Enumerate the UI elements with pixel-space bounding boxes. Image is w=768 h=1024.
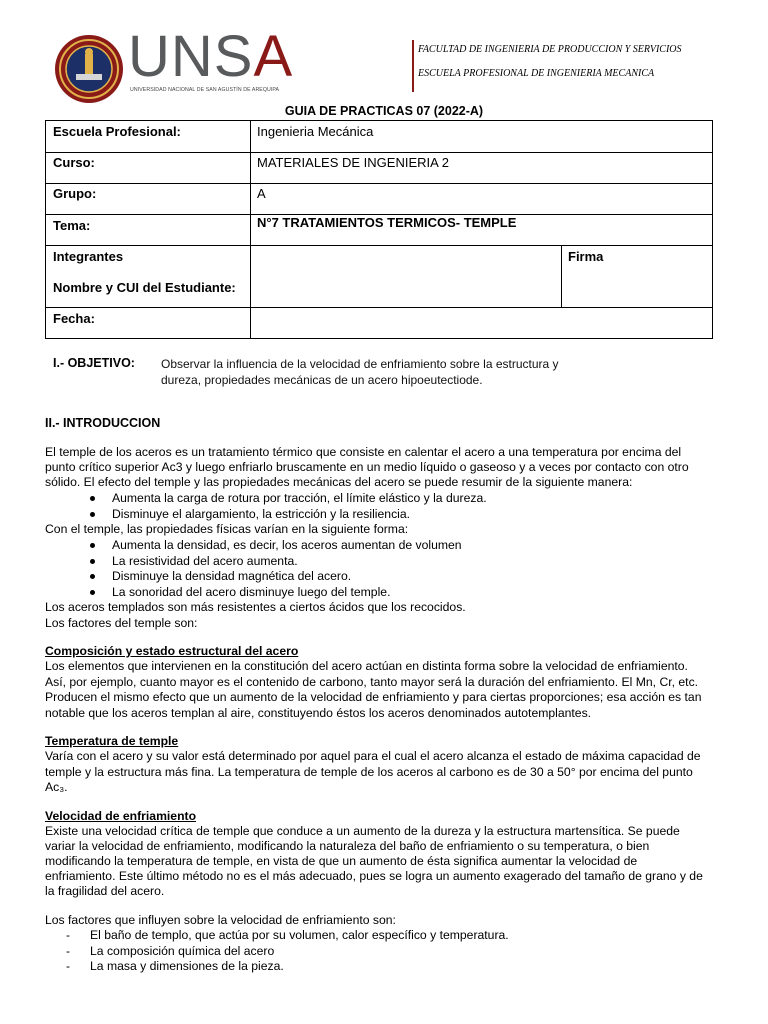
list-item: Disminuye la densidad magnética del acero. [112,569,352,583]
paragraph-line: variar la velocidad de enfriamiento, modificando la naturaleza del baño de enfriamiento o su temperatura, o bien [45,839,650,853]
velocidad-heading: Velocidad de enfriamiento [45,809,197,823]
list-item: La masa y dimensiones de la pieza. [90,959,284,973]
nombre-cui-label: Nombre y CUI del Estudiante: [53,280,236,295]
university-name: UNIVERSIDAD NACIONAL DE SAN AGUSTÍN DE AREQUIPA [130,87,280,93]
list-item: La resistividad del acero aumenta. [112,554,298,568]
grupo-value: A [257,186,266,201]
paragraph-line: El temple de los aceros es un tratamiento térmico que consiste en calentar el acero a una temperatura por encima del [45,445,682,459]
temperatura-heading: Temperatura de temple [45,734,179,748]
firma-field[interactable] [568,267,708,303]
escuela-value: Ingenieria Mecánica [257,124,374,139]
dash-icon: - [66,944,70,958]
list-item: El baño de templo, que actúa por su volumen, calor específico y temperatura. [90,928,509,942]
bullet-icon [90,574,95,579]
paragraph-line: modificando la temperatura de temple, en vista de que un aumento de ésta significa aumentar la velocidad de [45,854,638,868]
paragraph-line: punto crítico superior Ac3 y luego enfriarlo bruscamente en un medio líquido o gaseoso y a veces por contacto con otro [45,460,689,474]
grupo-label: Grupo: [53,186,97,201]
unsa-logo-text: UNSA [128,24,294,89]
fecha-field[interactable] [257,311,707,335]
curso-label: Curso: [53,155,95,170]
header-divider [412,40,414,92]
list-item: Disminuye el alargamiento, la estricción y la resiliencia. [112,507,411,521]
document-title: GUIA DE PRACTICAS 07 (2022-A) [284,104,484,118]
paragraph-line: Con el temple, las propiedades físicas varían en la siguiente forma: [45,522,409,536]
list-item: Aumenta la carga de rotura por tracción, el límite elástico y la dureza. [112,491,487,505]
paragraph-line: Varía con el acero y su valor está determinado por aquel para el cual el acero alcanza el estado de máxima capacidad de [45,749,701,763]
list-item: La composición química del acero [90,944,275,958]
firma-label: Firma [568,249,604,264]
integrantes-label: Integrantes [53,249,124,264]
bullet-icon [90,590,95,595]
bullet-icon [90,496,95,501]
bullet-icon [90,543,95,548]
paragraph-line: Ac₃. [45,780,68,794]
student-info-table [45,120,713,339]
curso-value: MATERIALES DE INGENIERIA 2 [257,155,449,170]
tema-label: Tema: [53,218,91,233]
faculty-name: FACULTAD DE INGENIERIA DE PRODUCCION Y SERVICIOS [418,44,682,55]
composicion-heading: Composición y estado estructural del acero [45,644,299,658]
paragraph-line: la fragilidad del acero. [45,884,165,898]
dash-icon: - [66,928,70,942]
paragraph-line: Existe una velocidad crítica de temple que conduce a un aumento de la dureza y la estructura martensítica. Se puede [45,824,680,838]
objetivo-heading: I.- OBJETIVO: [53,356,135,370]
paragraph-line: Producen el mismo efecto que un aumento de la velocidad de enfriamiento y para ciertas proporciones; esa acción es tan [45,690,702,704]
paragraph-line: Los factores del temple son: [45,616,198,630]
escuela-label: Escuela Profesional: [53,124,181,139]
fecha-label: Fecha: [53,311,95,326]
list-item: La sonoridad del acero disminuye luego del temple. [112,585,391,599]
paragraph-line: Los aceros templados son más resistentes a ciertos ácidos que los recocidos. [45,600,466,614]
objetivo-line: Observar la influencia de la velocidad de enfriamiento sobre la estructura y [161,357,559,371]
university-seal-logo [54,34,124,104]
list-item: Aumenta la densidad, es decir, los aceros aumentan de volumen [112,538,462,552]
paragraph-line: enfriamiento. Este último método no es el más adecuado, pues se logra un aumento exagerado del tamaño de grano y de [45,869,703,883]
introduccion-heading: II.- INTRODUCCION [45,416,161,430]
paragraph-line: temple y la estructura más fina. La temperatura de temple de los aceros al carbono es de 30 a 50° por encima del punto [45,765,693,779]
bullet-icon [90,559,95,564]
paragraph-line: Los elementos que intervienen en la constitución del acero actúan en distinta forma sobre la velocidad de enfriamiento. [45,659,688,673]
objetivo-line: dureza, propiedades mecánicas de un acero hipoeutectiode. [161,373,483,387]
paragraph-line: notable que los aceros templan al aire, constituyendo éstos los aceros denominados autotemplantes. [45,706,592,720]
paragraph-line: sólido. El efecto del temple y las propiedades mecánicas del acero se puede resumir de la siguiente manera: [45,475,633,489]
nombre-cui-field[interactable] [257,249,557,303]
paragraph-line: Los factores que influyen sobre la velocidad de enfriamiento son: [45,913,396,927]
paragraph-line: Así, por ejemplo, cuanto mayor es el contenido de carbono, tanto mayor será la duración del enfriamiento. El Mn, Cr, etc. [45,675,699,689]
tema-value: N°7 TRATAMIENTOS TERMICOS- TEMPLE [257,215,517,230]
school-name: ESCUELA PROFESIONAL DE INGENIERIA MECANICA [418,68,655,79]
dash-icon: - [66,959,70,973]
bullet-icon [90,512,95,517]
